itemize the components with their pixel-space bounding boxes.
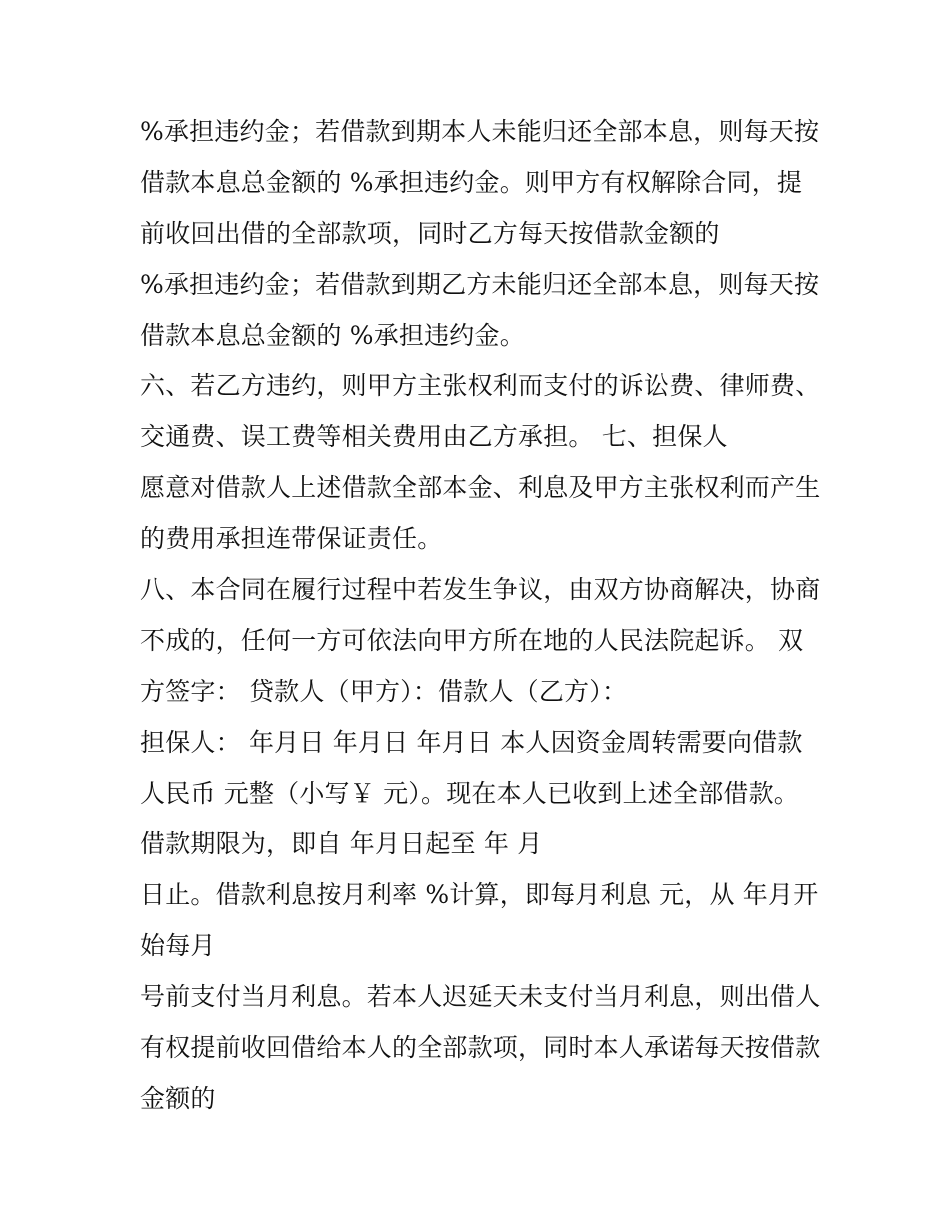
text-line: 借款期限为，即自 年月日起至 年 月 (140, 829, 543, 859)
text-line: 不成的，任何一方可依法向甲方所在地的人民法院起诉。 双 (140, 625, 804, 655)
text-line: 号前支付当月利息。若本人迟延天未支付当月利息，则出借人 (140, 982, 821, 1012)
text-line: 八、本合同在履行过程中若发生争议，由双方协商解决，协商 (140, 575, 821, 605)
text-line: 愿意对借款人上述借款全部本金、利息及甲方主张权利而产生 (140, 473, 821, 503)
text-line: 金额的 (140, 1083, 216, 1113)
text-line: 担保人： 年月日 年月日 年月日 本人因资金周转需要向借款 (140, 727, 803, 757)
text-line: 人民币 元整（小写￥ 元）。现在本人已收到上述全部借款。 (140, 778, 799, 808)
text-line: 前收回出借的全部款项，同时乙方每天按借款金额的 (140, 218, 720, 248)
text-line: 日止。借款利息按月利率 %计算，即每月利息 元，从 年月开 (140, 880, 819, 910)
text-line: 交通费、误工费等相关费用由乙方承担。 七、担保人 (140, 422, 728, 452)
text-line: 的费用承担连带保证责任。 (140, 524, 443, 554)
text-line: 有权提前收回借给本人的全部款项，同时本人承诺每天按借款 (140, 1033, 821, 1063)
text-line: 六、若乙方违约，则甲方主张权利而支付的诉讼费、律师费、 (140, 371, 821, 401)
text-line: 方签字： 贷款人（甲方）：借款人（乙方）： (140, 676, 628, 706)
text-line: %承担违约金；若借款到期本人未能归还全部本息，则每天按 (140, 117, 820, 146)
text-line: 借款本息总金额的 %承担违约金。则甲方有权解除合同，提 (140, 167, 803, 197)
text-line: 借款本息总金额的 %承担违约金。 (140, 320, 525, 350)
text-line: %承担违约金；若借款到期乙方未能归还全部本息，则每天按 (140, 269, 820, 299)
text-line: 始每月 (140, 931, 216, 961)
document-body (140, 107, 830, 1125)
